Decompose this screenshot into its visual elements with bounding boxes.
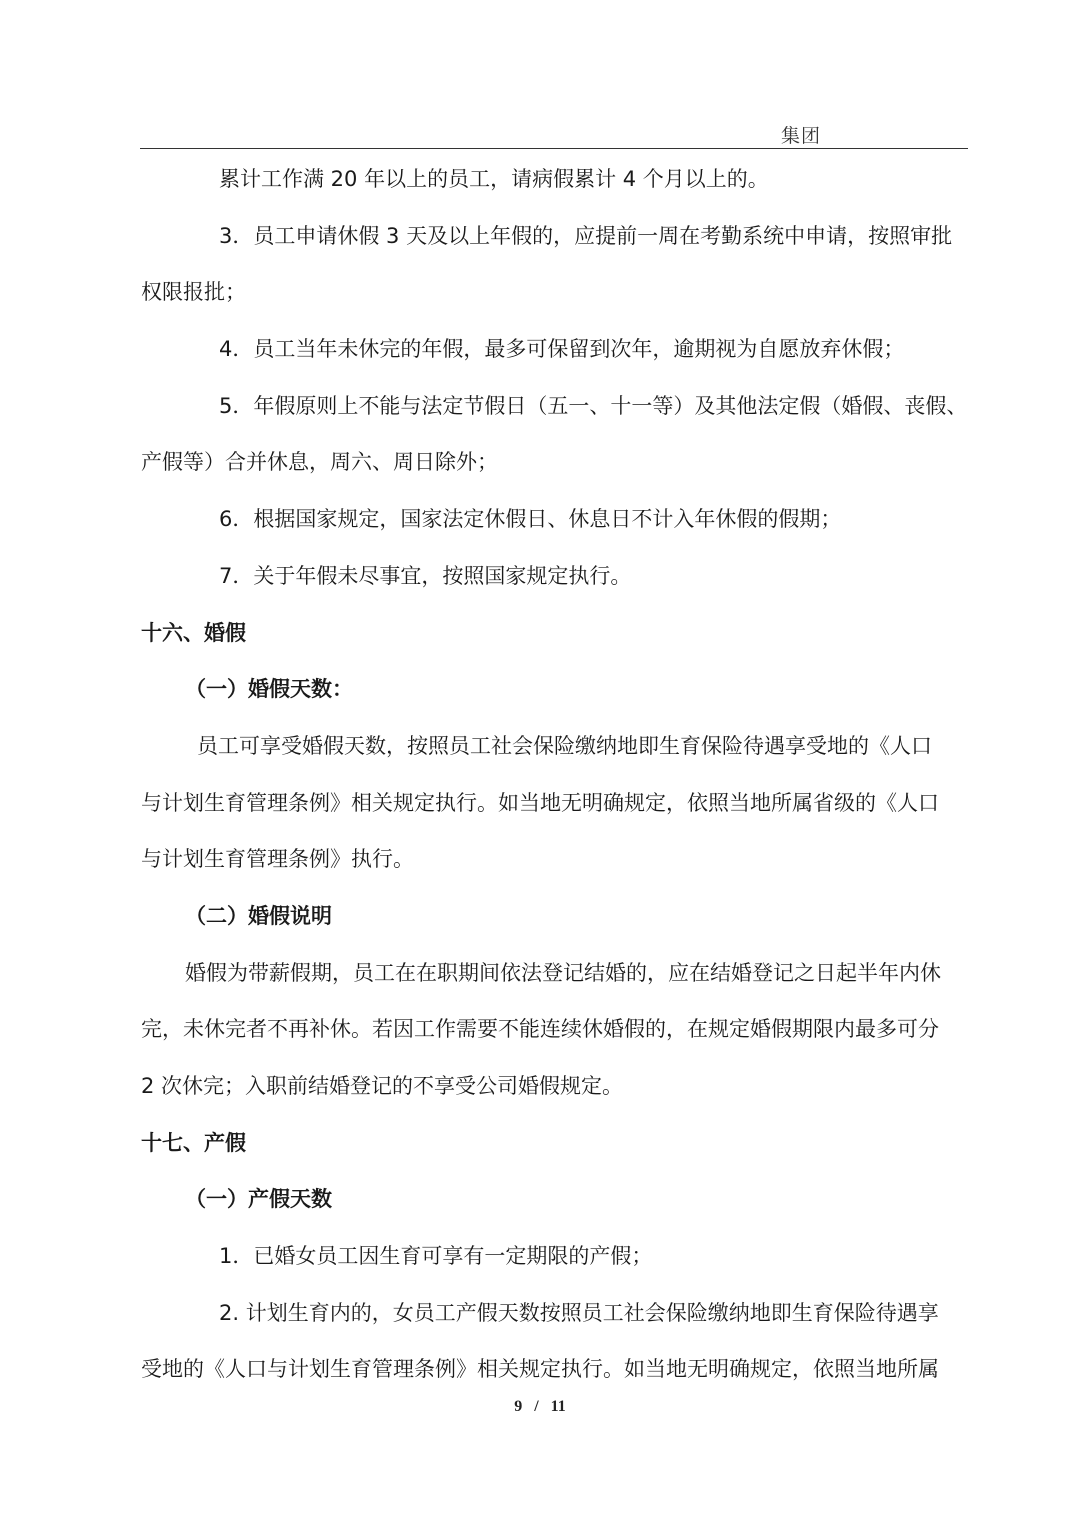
subheading-marriage-days: （一）婚假天数： bbox=[185, 677, 353, 702]
paragraph-line: 产假等）合并休息，周六、周日除外； bbox=[141, 450, 498, 475]
paragraph-line: 与计划生育管理条例》相关规定执行。如当地无明确规定，依照当地所属省级的《人口 bbox=[141, 790, 939, 815]
page-current: 9 bbox=[514, 1398, 523, 1415]
paragraph-line: 与计划生育管理条例》执行。 bbox=[141, 847, 414, 872]
header-divider bbox=[140, 148, 968, 149]
paragraph-line: 累计工作满 20 年以上的员工，请病假累计 4 个月以上的。 bbox=[219, 167, 769, 191]
page-total: 11 bbox=[550, 1398, 566, 1415]
paragraph-line: 权限报批； bbox=[141, 280, 246, 305]
list-item-7: 7．关于年假未尽事宜，按照国家规定执行。 bbox=[219, 563, 632, 588]
paragraph-line: 婚假为带薪假期，员工在在职期间依法登记结婚的，应在结婚登记之日起半年内休 bbox=[185, 960, 941, 985]
page-number bbox=[0, 1398, 1080, 1416]
list-item-1: 1．已婚女员工因生育可享有一定期限的产假； bbox=[219, 1244, 653, 1269]
list-item-6: 6．根据国家规定，国家法定休假日、休息日不计入年休假的假期； bbox=[219, 507, 842, 532]
header-company: 集团 bbox=[781, 125, 822, 147]
list-item-5: 5．年假原则上不能与法定节假日（五一、十一等）及其他法定假（婚假、丧假、 bbox=[219, 393, 968, 418]
list-item-2: 2. 计划生育内的，女员工产假天数按照员工社会保险缴纳地即生育保险待遇享 bbox=[219, 1300, 939, 1325]
paragraph-line: 完，未休完者不再补休。若因工作需要不能连续休婚假的，在规定婚假期限内最多可分 bbox=[141, 1017, 939, 1042]
subheading-maternity-days: （一）产假天数 bbox=[185, 1187, 332, 1212]
paragraph-line: 员工可享受婚假天数，按照员工社会保险缴纳地即生育保险待遇享受地的《人口 bbox=[197, 733, 932, 758]
paragraph-line: 2 次休完；入职前结婚登记的不享受公司婚假规定。 bbox=[141, 1074, 624, 1098]
list-item-3: 3．员工申请休假 3 天及以上年假的，应提前一周在考勤系统中申请，按照审批 bbox=[219, 223, 953, 248]
section-heading-marriage-leave: 十六、婚假 bbox=[141, 620, 246, 645]
paragraph-line: 受地的《人口与计划生育管理条例》相关规定执行。如当地无明确规定，依照当地所属 bbox=[141, 1357, 939, 1382]
list-item-4: 4．员工当年未休完的年假，最多可保留到次年，逾期视为自愿放弃休假； bbox=[219, 337, 905, 362]
page-separator: / bbox=[534, 1398, 539, 1415]
subheading-marriage-notes: （二）婚假说明 bbox=[185, 903, 332, 928]
document-body bbox=[141, 151, 967, 1398]
section-heading-maternity-leave: 十七、产假 bbox=[141, 1130, 246, 1155]
